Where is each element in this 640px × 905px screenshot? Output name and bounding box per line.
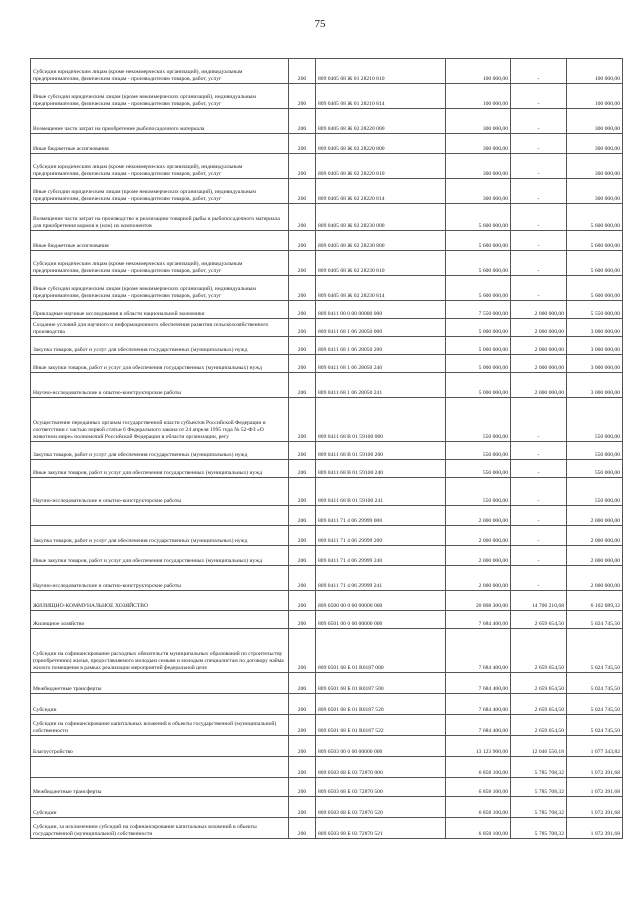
row-name: Иные бюджетные ассигнования xyxy=(31,231,289,251)
table-row xyxy=(31,355,623,373)
table-row xyxy=(31,673,623,694)
row-name: Научно-исследовательские и опытно-конструкторские работы xyxy=(31,478,289,506)
row-budget-code: 809 0411 71 4 06 29999 240 xyxy=(316,546,446,566)
row-budget-code: 809 0503 00 0 00 00000 000 xyxy=(316,736,446,757)
row-admin-code: 200 xyxy=(289,818,316,839)
row-amount-executed: - xyxy=(511,154,567,179)
row-amount-executed: 5 785 708,32 xyxy=(511,757,567,778)
row-amount-executed: 5 785 708,32 xyxy=(511,797,567,818)
row-amount-approved: 100 000,00 xyxy=(446,84,511,109)
row-name: Иные бюджетные ассигнования xyxy=(31,134,289,154)
row-name: Иные закупки товаров, работ и услуг для обеспечения государственных (муниципальных) нужд xyxy=(31,546,289,566)
row-amount-approved: 300 000,00 xyxy=(446,109,511,134)
row-name: Иные закупки товаров, работ и услуг для обеспечения государственных (муниципальных) нужд xyxy=(31,355,289,373)
table-row xyxy=(31,818,623,839)
row-budget-code: 809 0411 68 В 01 59100 241 xyxy=(316,478,446,506)
page-number: 75 xyxy=(314,18,326,30)
row-amount-executed: 2 000 000,00 xyxy=(511,337,567,355)
row-amount-approved: 5 600 000,00 xyxy=(446,204,511,231)
table-row xyxy=(31,546,623,566)
row-admin-code: 200 xyxy=(289,715,316,736)
row-amount-approved: 550 000,00 xyxy=(446,478,511,506)
row-name: Межбюджетные трансферты xyxy=(31,673,289,694)
row-amount-remaining: 300 000,00 xyxy=(567,179,623,204)
table-row xyxy=(31,629,623,673)
row-amount-approved: 5 000 000,00 xyxy=(446,373,511,398)
row-amount-executed: - xyxy=(511,179,567,204)
table-row xyxy=(31,231,623,251)
row-amount-remaining: 5 024 745,50 xyxy=(567,611,623,629)
row-admin-code: 200 xyxy=(289,566,316,591)
row-name: Субсидии на софинансирование расходных обязательств муниципальных образований по строительству (приобретению) жилья, предоставляемого молодым семьям и молодым специалистам по договору найма жилого помещения в рамках реализации мероприятий федеральной целе xyxy=(31,629,289,673)
row-admin-code: 200 xyxy=(289,736,316,757)
row-amount-remaining: 550 000,00 xyxy=(567,442,623,460)
row-amount-approved: 2 000 000,00 xyxy=(446,566,511,591)
row-amount-remaining: 6 102 089,32 xyxy=(567,591,623,611)
row-amount-executed: 2 659 654,50 xyxy=(511,629,567,673)
row-amount-executed: - xyxy=(511,478,567,506)
table-row xyxy=(31,736,623,757)
row-amount-remaining: 1 072 391,68 xyxy=(567,778,623,797)
row-amount-approved: 7 684 400,00 xyxy=(446,715,511,736)
row-admin-code: 200 xyxy=(289,611,316,629)
row-name: ЖИЛИЩНО-КОММУНАЛЬНОЕ ХОЗЯЙСТВО xyxy=(31,591,289,611)
row-amount-remaining: 550 000,00 xyxy=(567,478,623,506)
row-budget-code: 809 0411 71 4 06 29999 200 xyxy=(316,526,446,546)
row-amount-approved: 20 808 300,00 xyxy=(446,591,511,611)
row-amount-remaining: 2 000 000,00 xyxy=(567,566,623,591)
row-amount-approved: 6 858 100,00 xyxy=(446,778,511,797)
row-name: Возмещение части затрат на производство и реализацию товарной рыбы и рыбопосадочного материала для приобретения кормов и (или) их компонентов xyxy=(31,204,289,231)
row-budget-code: 809 0411 71 4 06 29999 241 xyxy=(316,566,446,591)
row-budget-code: 809 0411 68 В 01 59100 240 xyxy=(316,460,446,478)
row-admin-code: 200 xyxy=(289,694,316,715)
row-admin-code: 200 xyxy=(289,506,316,526)
row-amount-executed: - xyxy=(511,251,567,276)
row-amount-remaining: 3 000 000,00 xyxy=(567,373,623,398)
row-admin-code: 200 xyxy=(289,526,316,546)
row-admin-code: 200 xyxy=(289,591,316,611)
budget-table xyxy=(30,58,623,839)
row-amount-executed: 14 706 210,68 xyxy=(511,591,567,611)
row-amount-executed: 2 659 654,50 xyxy=(511,694,567,715)
row-admin-code: 200 xyxy=(289,109,316,134)
row-amount-approved: 300 000,00 xyxy=(446,154,511,179)
row-budget-code: 809 0405 68 Ж 02 28230 810 xyxy=(316,251,446,276)
row-name: Научно-исследовательские и опытно-конструкторские работы xyxy=(31,373,289,398)
row-budget-code: 809 0411 68 1 06 28050 000 xyxy=(316,319,446,337)
row-amount-remaining: 2 000 000,00 xyxy=(567,526,623,546)
row-amount-remaining: 2 000 000,00 xyxy=(567,506,623,526)
row-name: Благоустройство xyxy=(31,736,289,757)
row-amount-approved: 7 550 000,00 xyxy=(446,301,511,319)
row-amount-approved: 300 000,00 xyxy=(446,179,511,204)
table-row xyxy=(31,715,623,736)
row-amount-executed: - xyxy=(511,59,567,84)
row-amount-remaining: 100 000,00 xyxy=(567,84,623,109)
row-budget-code: 809 0501 68 Б 01 R0187 522 xyxy=(316,715,446,736)
row-amount-approved: 6 858 100,00 xyxy=(446,797,511,818)
row-amount-approved: 7 684 400,00 xyxy=(446,611,511,629)
row-amount-approved: 6 858 100,00 xyxy=(446,757,511,778)
row-name: Осуществление переданных органам государственной власти субъектов Российской Федерации в соответствии с частью первой статьи 6 Федерального закона от 24 апреля 1995 года № 52-ФЗ «О животном мире» полномочий Российской Федерации в области организации, регу xyxy=(31,398,289,442)
row-name: Создание условий для научного и информационного обеспечения развития сельскохозяйственного производства xyxy=(31,319,289,337)
row-name: Научно-исследовательские и опытно-конструкторские работы xyxy=(31,566,289,591)
row-amount-executed: - xyxy=(511,84,567,109)
row-budget-code: 809 0405 68 Ж 02 28220 814 xyxy=(316,179,446,204)
row-amount-remaining: 5 024 745,50 xyxy=(567,694,623,715)
row-amount-approved: 5 600 000,00 xyxy=(446,276,511,301)
row-amount-executed: 12 046 556,18 xyxy=(511,736,567,757)
row-amount-executed: 2 000 000,00 xyxy=(511,301,567,319)
row-name: Закупка товаров, работ и услуг для обеспечения государственных (муниципальных) нужд xyxy=(31,337,289,355)
table-row xyxy=(31,757,623,778)
row-budget-code: 809 0411 00 0 00 00000 000 xyxy=(316,301,446,319)
row-amount-remaining: 3 000 000,00 xyxy=(567,337,623,355)
row-name: Возмещение части затрат на приобретение рыбопосадочного материала xyxy=(31,109,289,134)
row-amount-executed: - xyxy=(511,398,567,442)
row-admin-code: 200 xyxy=(289,134,316,154)
row-name: Межбюджетные трансферты xyxy=(31,778,289,797)
row-amount-remaining: 550 000,00 xyxy=(567,398,623,442)
row-budget-code: 809 0501 68 Б 01 R0187 000 xyxy=(316,629,446,673)
row-amount-approved: 2 000 000,00 xyxy=(446,526,511,546)
row-amount-remaining: 300 000,00 xyxy=(567,109,623,134)
row-budget-code: 809 0501 00 0 00 00000 000 xyxy=(316,611,446,629)
row-budget-code: 809 0405 68 Ж 02 28230 800 xyxy=(316,231,446,251)
row-amount-executed: - xyxy=(511,442,567,460)
row-budget-code: 809 0500 00 0 00 00000 000 xyxy=(316,591,446,611)
row-budget-code: 809 0411 68 В 01 59100 000 xyxy=(316,398,446,442)
table-row xyxy=(31,478,623,506)
row-amount-executed: - xyxy=(511,134,567,154)
row-budget-code: 809 0411 68 1 06 28050 200 xyxy=(316,337,446,355)
row-amount-executed: 2 659 654,50 xyxy=(511,715,567,736)
table-row xyxy=(31,204,623,231)
table-row xyxy=(31,319,623,337)
row-amount-approved: 550 000,00 xyxy=(446,398,511,442)
row-budget-code: 809 0405 68 Ж 02 28230 000 xyxy=(316,204,446,231)
row-admin-code: 200 xyxy=(289,154,316,179)
row-budget-code: 809 0411 68 1 06 28050 241 xyxy=(316,373,446,398)
table-row xyxy=(31,591,623,611)
row-amount-remaining: 5 600 000,00 xyxy=(567,251,623,276)
row-amount-remaining: 5 600 000,00 xyxy=(567,231,623,251)
row-amount-remaining: 300 000,00 xyxy=(567,154,623,179)
row-amount-remaining: 5 600 000,00 xyxy=(567,276,623,301)
row-amount-approved: 2 000 000,00 xyxy=(446,506,511,526)
table-row xyxy=(31,154,623,179)
table-row xyxy=(31,460,623,478)
row-name: Субсидии, за исключением субсидий на софинансирование капитальных вложений в объекты государственной (муниципальной) собственности xyxy=(31,818,289,839)
row-name: Субсидии на софинансирование капитальных вложений в объекты государственной (муниципальной) собственности xyxy=(31,715,289,736)
row-amount-approved: 6 858 100,00 xyxy=(446,818,511,839)
row-amount-executed: - xyxy=(511,276,567,301)
table-row xyxy=(31,506,623,526)
row-admin-code: 200 xyxy=(289,337,316,355)
table-row xyxy=(31,59,623,84)
row-admin-code: 200 xyxy=(289,276,316,301)
row-admin-code: 200 xyxy=(289,301,316,319)
row-budget-code: 809 0405 68 Ж 02 28220 810 xyxy=(316,154,446,179)
table-row xyxy=(31,179,623,204)
row-name xyxy=(31,757,289,778)
row-amount-executed: 2 000 000,00 xyxy=(511,373,567,398)
row-amount-remaining: 5 024 745,50 xyxy=(567,715,623,736)
table-row xyxy=(31,526,623,546)
row-amount-remaining: 1 072 391,68 xyxy=(567,757,623,778)
row-amount-executed: 2 659 654,50 xyxy=(511,611,567,629)
table-row xyxy=(31,442,623,460)
table-row xyxy=(31,84,623,109)
row-amount-remaining: 5 550 000,00 xyxy=(567,301,623,319)
row-amount-approved: 550 000,00 xyxy=(446,460,511,478)
row-amount-executed: 5 785 708,32 xyxy=(511,778,567,797)
table-row xyxy=(31,373,623,398)
row-amount-approved: 550 000,00 xyxy=(446,442,511,460)
row-amount-remaining: 1 072 391,68 xyxy=(567,797,623,818)
row-name: Иные субсидии юридическим лицам (кроме некоммерческих организаций), индивидуальным предпринимателям, физическим лицам - производителям товаров, работ, услуг xyxy=(31,179,289,204)
row-amount-approved: 100 000,00 xyxy=(446,59,511,84)
row-admin-code: 200 xyxy=(289,629,316,673)
row-amount-executed: 2 000 000,00 xyxy=(511,355,567,373)
row-amount-approved: 5 000 000,00 xyxy=(446,337,511,355)
row-admin-code: 200 xyxy=(289,84,316,109)
row-admin-code: 200 xyxy=(289,673,316,694)
table-row xyxy=(31,134,623,154)
table-row xyxy=(31,566,623,591)
row-amount-executed: - xyxy=(511,506,567,526)
row-budget-code: 809 0411 71 4 06 29999 000 xyxy=(316,506,446,526)
row-admin-code: 200 xyxy=(289,59,316,84)
row-budget-code: 809 0405 68 Ж 02 28230 814 xyxy=(316,276,446,301)
table-row xyxy=(31,778,623,797)
table-row xyxy=(31,251,623,276)
row-amount-executed: - xyxy=(511,204,567,231)
row-name: Жилищное хозяйство xyxy=(31,611,289,629)
row-budget-code: 809 0405 68 Ж 01 28210 810 xyxy=(316,59,446,84)
row-budget-code: 809 0501 68 Б 01 R0187 500 xyxy=(316,673,446,694)
row-name: Субсидии юридическим лицам (кроме некоммерческих организаций), индивидуальным предпринимателям, физическим лицам - производителям товаров, работ, услуг xyxy=(31,59,289,84)
row-budget-code: 809 0405 68 Ж 02 28220 000 xyxy=(316,109,446,134)
table-row xyxy=(31,797,623,818)
row-admin-code: 200 xyxy=(289,797,316,818)
row-name: Субсидии юридическим лицам (кроме некоммерческих организаций), индивидуальным предпринимателям, физическим лицам - производителям товаров, работ, услуг xyxy=(31,251,289,276)
row-amount-approved: 300 000,00 xyxy=(446,134,511,154)
row-name xyxy=(31,506,289,526)
row-admin-code: 200 xyxy=(289,478,316,506)
row-amount-executed: - xyxy=(511,109,567,134)
row-budget-code: 809 0503 68 Б 03 72870 500 xyxy=(316,778,446,797)
row-amount-remaining: 1 077 343,82 xyxy=(567,736,623,757)
table-row xyxy=(31,109,623,134)
row-admin-code: 200 xyxy=(289,778,316,797)
row-amount-remaining: 5 024 745,50 xyxy=(567,629,623,673)
row-budget-code: 809 0503 68 Б 03 72870 521 xyxy=(316,818,446,839)
row-budget-code: 809 0405 68 Ж 01 28210 814 xyxy=(316,84,446,109)
row-name: Иные субсидии юридическим лицам (кроме некоммерческих организаций), индивидуальным предпринимателям, физическим лицам - производителям товаров, работ, услуг xyxy=(31,84,289,109)
row-admin-code: 200 xyxy=(289,231,316,251)
row-amount-remaining: 3 000 000,00 xyxy=(567,355,623,373)
row-amount-executed: 5 785 708,32 xyxy=(511,818,567,839)
row-name: Иные закупки товаров, работ и услуг для обеспечения государственных (муниципальных) нужд xyxy=(31,460,289,478)
row-amount-approved: 5 000 000,00 xyxy=(446,355,511,373)
row-name: Иные субсидии юридическим лицам (кроме некоммерческих организаций), индивидуальным предпринимателям, физическим лицам - производителям товаров, работ, услуг xyxy=(31,276,289,301)
row-amount-approved: 5 000 000,00 xyxy=(446,319,511,337)
row-admin-code: 200 xyxy=(289,251,316,276)
row-amount-approved: 2 000 000,00 xyxy=(446,546,511,566)
row-amount-approved: 5 600 000,00 xyxy=(446,251,511,276)
row-amount-executed: - xyxy=(511,231,567,251)
row-admin-code: 200 xyxy=(289,319,316,337)
row-admin-code: 200 xyxy=(289,546,316,566)
table-row xyxy=(31,276,623,301)
row-amount-remaining: 300 000,00 xyxy=(567,134,623,154)
row-name: Субсидии юридическим лицам (кроме некоммерческих организаций), индивидуальным предпринимателям, физическим лицам - производителям товаров, работ, услуг xyxy=(31,154,289,179)
row-admin-code: 200 xyxy=(289,355,316,373)
row-admin-code: 200 xyxy=(289,398,316,442)
row-amount-approved: 7 684 400,00 xyxy=(446,673,511,694)
row-amount-remaining: 3 000 000,00 xyxy=(567,319,623,337)
row-amount-remaining: 5 600 000,00 xyxy=(567,204,623,231)
row-amount-approved: 5 600 000,00 xyxy=(446,231,511,251)
row-name: Субсидии xyxy=(31,797,289,818)
row-amount-executed: - xyxy=(511,526,567,546)
row-admin-code: 200 xyxy=(289,373,316,398)
row-amount-remaining: 5 024 745,50 xyxy=(567,673,623,694)
row-amount-remaining: 2 000 000,00 xyxy=(567,546,623,566)
table-row xyxy=(31,694,623,715)
row-admin-code: 200 xyxy=(289,757,316,778)
row-amount-approved: 7 684 400,00 xyxy=(446,694,511,715)
row-amount-executed: 2 659 654,50 xyxy=(511,673,567,694)
row-name: Закупка товаров, работ и услуг для обеспечения государственных (муниципальных) нужд xyxy=(31,442,289,460)
table-row xyxy=(31,611,623,629)
row-budget-code: 809 0503 68 Б 03 72870 520 xyxy=(316,797,446,818)
row-admin-code: 200 xyxy=(289,179,316,204)
row-amount-executed: - xyxy=(511,566,567,591)
table-row xyxy=(31,337,623,355)
row-amount-remaining: 550 000,00 xyxy=(567,460,623,478)
row-amount-approved: 7 684 400,00 xyxy=(446,629,511,673)
row-amount-approved: 13 123 900,00 xyxy=(446,736,511,757)
row-amount-executed: - xyxy=(511,546,567,566)
row-admin-code: 200 xyxy=(289,460,316,478)
row-budget-code: 809 0503 68 Б 03 72870 000 xyxy=(316,757,446,778)
row-amount-executed: - xyxy=(511,460,567,478)
row-admin-code: 200 xyxy=(289,204,316,231)
row-budget-code: 809 0501 68 Б 01 R0187 520 xyxy=(316,694,446,715)
row-admin-code: 200 xyxy=(289,442,316,460)
row-amount-remaining: 1 072 391,68 xyxy=(567,818,623,839)
row-name: Закупка товаров, работ и услуг для обеспечения государственных (муниципальных) нужд xyxy=(31,526,289,546)
row-amount-remaining: 100 000,00 xyxy=(567,59,623,84)
table-row xyxy=(31,398,623,442)
row-name: Субсидии xyxy=(31,694,289,715)
row-budget-code: 809 0411 68 В 01 59100 200 xyxy=(316,442,446,460)
row-amount-executed: 2 000 000,00 xyxy=(511,319,567,337)
row-budget-code: 809 0411 68 1 06 28050 240 xyxy=(316,355,446,373)
row-name: Прикладные научные исследования в области национальной экономики xyxy=(31,301,289,319)
row-budget-code: 809 0405 68 Ж 02 28220 800 xyxy=(316,134,446,154)
table-row xyxy=(31,301,623,319)
